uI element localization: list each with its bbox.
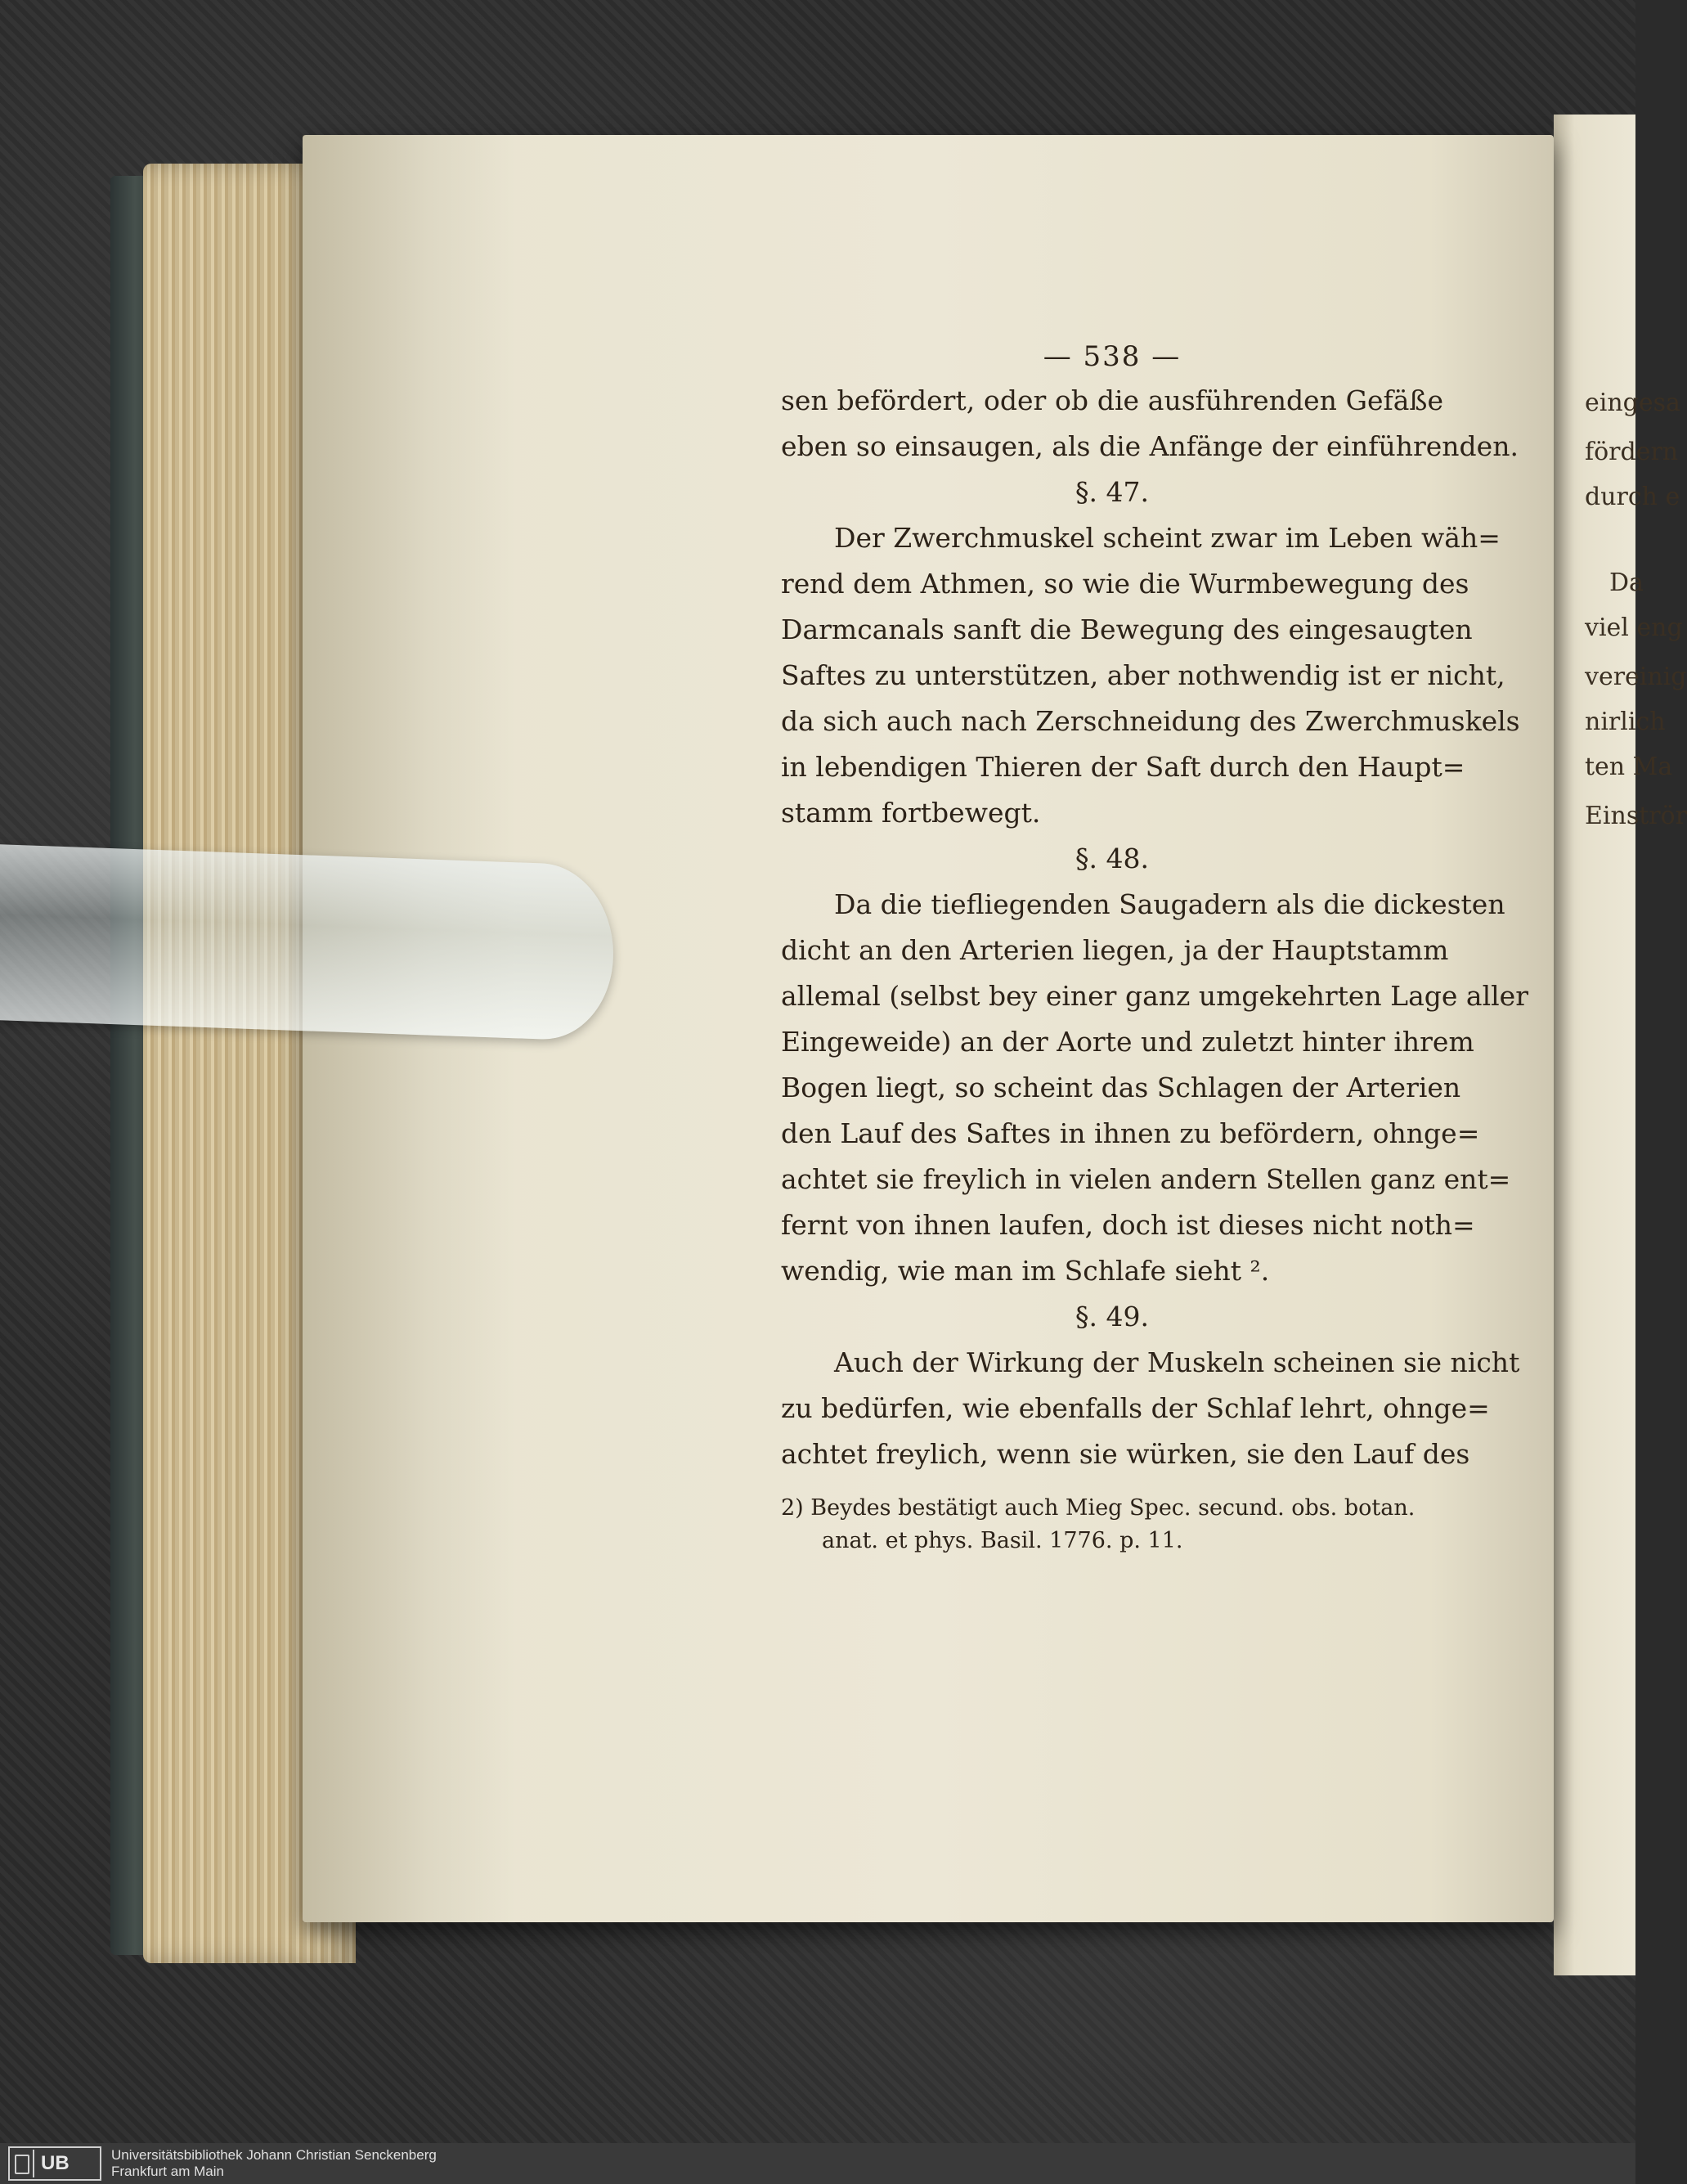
footer-bar <box>0 2143 1635 2184</box>
text-line: den Lauf des Saftes in ihnen zu befördern, ohnge= <box>781 1117 1480 1149</box>
text-lines <box>781 378 1528 1477</box>
text-line: rend dem Athmen, so wie die Wurmbewegung des <box>781 568 1469 600</box>
text-line: Auch der Wirkung der Muskeln scheinen sie nicht <box>834 1346 1520 1378</box>
text-line: sen befördert, oder ob die ausführenden Gefäße <box>781 384 1443 416</box>
text-line: wendig, wie man im Schlafe sieht ². <box>781 1255 1270 1287</box>
text-line: Da die tiefliegenden Saugadern als die dickesten <box>834 888 1505 920</box>
text-line: da sich auch nach Zerschneidung des Zwerchmuskels <box>781 705 1520 737</box>
facing-page-fragment <box>1554 115 1687 1975</box>
text-line: Der Zwerchmuskel scheint zwar im Leben wäh= <box>834 522 1501 554</box>
text-line: zu bedürfen, wie ebenfalls der Schlaf lehrt, ohnge= <box>781 1392 1490 1424</box>
footnote-line: 2) Beydes bestätigt auch Mieg Spec. secund. obs. botan. <box>781 1495 1416 1521</box>
facing-page-line: fördern <box>1585 438 1679 466</box>
facing-page-line: ten Ma <box>1585 753 1673 781</box>
facing-page-line: Da <box>1609 568 1644 597</box>
facing-page-line: nirlich <box>1585 708 1666 736</box>
library-logo-icon <box>10 2150 34 2177</box>
footnote <box>781 1492 1443 1557</box>
facing-page-line: vereinig <box>1585 663 1687 691</box>
library-logo-text: UB <box>41 2152 70 2174</box>
text-line: Saftes zu unterstützen, aber nothwendig ist er nicht, <box>781 659 1505 691</box>
text-line: stamm fortbewegt. <box>781 797 1041 829</box>
library-location-line: Frankfurt am Main <box>111 2164 224 2179</box>
footnote-line: anat. et phys. Basil. 1776. p. 11. <box>822 1528 1183 1553</box>
page-text <box>781 335 1528 1557</box>
facing-page-line: Einströr <box>1585 802 1687 830</box>
facing-page-line: viel eng <box>1585 613 1683 642</box>
section-heading: §. 48. <box>1075 843 1149 874</box>
text-line: Bogen liegt, so scheint das Schlagen der Arterien <box>781 1072 1461 1103</box>
text-line: achtet freylich, wenn sie würken, sie den Lauf des <box>781 1438 1470 1470</box>
library-logo <box>8 2146 101 2181</box>
library-name <box>111 2147 437 2180</box>
section-heading: §. 47. <box>1075 476 1149 508</box>
text-line: Darmcanals sanft die Bewegung des eingesaugten <box>781 613 1473 645</box>
text-line: achtet sie freylich in vielen andern Stellen ganz ent= <box>781 1163 1511 1195</box>
text-line: eben so einsaugen, als die Anfänge der einführenden. <box>781 430 1519 462</box>
text-line: Eingeweide) an der Aorte und zuletzt hinter ihrem <box>781 1026 1474 1058</box>
text-line: fernt von ihnen laufen, doch ist dieses nicht noth= <box>781 1209 1475 1241</box>
section-heading: §. 49. <box>1075 1301 1149 1332</box>
text-line: in lebendigen Thieren der Saft durch den Haupt= <box>781 751 1465 783</box>
page-number: — 538 — <box>1043 340 1182 373</box>
text-line: dicht an den Arterien liegen, ja der Hauptstamm <box>781 934 1449 966</box>
glass-ruler <box>0 844 613 1042</box>
text-line: allemal (selbst bey einer ganz umgekehrten Lage aller <box>781 980 1528 1012</box>
facing-page-line: eingesa <box>1585 389 1680 417</box>
facing-page-line: durch e <box>1585 483 1680 511</box>
library-name-line: Universitätsbibliothek Johann Christian Senckenberg <box>111 2147 437 2163</box>
